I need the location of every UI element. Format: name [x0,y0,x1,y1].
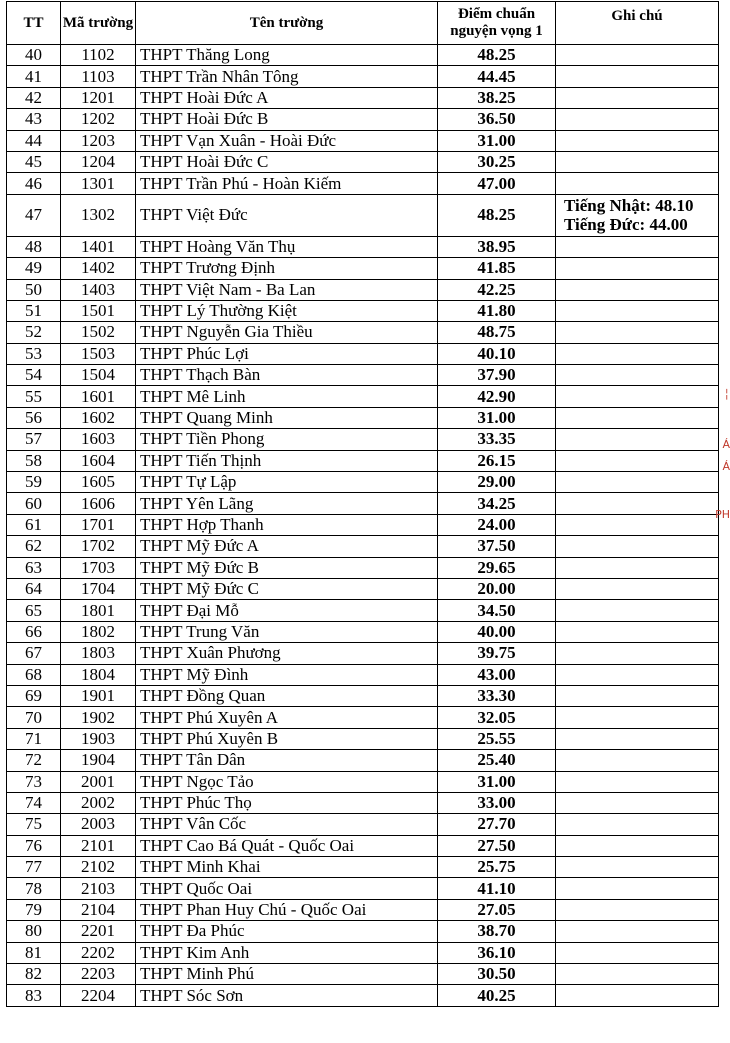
row-ghi-chu [556,685,719,706]
row-ma-truong: 1803 [61,643,136,664]
table-row [7,66,719,87]
row-diem-chuan: 48.75 [438,322,556,343]
table-row [7,621,719,642]
row-ten-truong: THPT Phú Xuyên A [136,707,438,728]
row-diem-chuan: 30.50 [438,964,556,985]
row-ghi-chu [556,643,719,664]
table-row [7,365,719,386]
row-diem-chuan: 34.50 [438,600,556,621]
table-row [7,771,719,792]
row-ten-truong: THPT Hoàng Văn Thụ [136,236,438,257]
row-ten-truong: THPT Việt Đức [136,194,438,236]
row-ten-truong: THPT Đồng Quan [136,685,438,706]
row-ma-truong: 2103 [61,878,136,899]
row-ten-truong: THPT Ngọc Tảo [136,771,438,792]
table-row [7,279,719,300]
row-ghi-chu [556,173,719,194]
table-row [7,578,719,599]
table-row [7,643,719,664]
header-diem-chuan: Điểm chuẩn nguyện vọng 1 [438,2,556,45]
row-ma-truong: 1804 [61,664,136,685]
row-diem-chuan: 25.55 [438,728,556,749]
row-ten-truong: THPT Phúc Thọ [136,792,438,813]
table-row [7,792,719,813]
table-row [7,45,719,66]
row-ghi-chu [556,557,719,578]
row-ghi-chu [556,407,719,428]
row-ma-truong: 1602 [61,407,136,428]
row-ma-truong: 1801 [61,600,136,621]
row-ten-truong: THPT Minh Phú [136,964,438,985]
row-ten-truong: THPT Mỹ Đức B [136,557,438,578]
row-ten-truong: THPT Đại Mỗ [136,600,438,621]
header-ghi-chu: Ghi chú [556,2,719,45]
row-diem-chuan: 36.50 [438,109,556,130]
row-ghi-chu [556,664,719,685]
row-ten-truong: THPT Đa Phúc [136,921,438,942]
row-ghi-chu [556,964,719,985]
row-ghi-chu [556,878,719,899]
row-ma-truong: 1301 [61,173,136,194]
table-row [7,407,719,428]
table-row [7,258,719,279]
row-ten-truong: THPT Sóc Sơn [136,985,438,1006]
row-ghi-chu [556,857,719,878]
row-ten-truong: THPT Việt Nam - Ba Lan [136,279,438,300]
row-diem-chuan: 44.45 [438,66,556,87]
row-ten-truong: THPT Mỹ Đức C [136,578,438,599]
row-tt: 42 [7,87,61,108]
table-row [7,857,719,878]
row-tt: 65 [7,600,61,621]
red-stamp-mark: Á [722,438,730,451]
table-row [7,814,719,835]
row-diem-chuan: 42.25 [438,279,556,300]
row-tt: 71 [7,728,61,749]
row-ma-truong: 2001 [61,771,136,792]
row-ten-truong: THPT Mỹ Đức A [136,536,438,557]
row-tt: 80 [7,921,61,942]
row-tt: 76 [7,835,61,856]
row-ghi-chu [556,942,719,963]
row-ma-truong: 1202 [61,109,136,130]
table-row [7,899,719,920]
row-tt: 62 [7,536,61,557]
row-ghi-chu [556,45,719,66]
row-ma-truong: 2203 [61,964,136,985]
row-diem-chuan: 37.90 [438,365,556,386]
row-ten-truong: THPT Nguyễn Gia Thiều [136,322,438,343]
row-diem-chuan: 40.10 [438,343,556,364]
row-ghi-chu [556,835,719,856]
ghi-chu-note: Tiếng Nhật: 48.10 [564,196,694,216]
row-tt: 78 [7,878,61,899]
table-row [7,536,719,557]
row-diem-chuan: 32.05 [438,707,556,728]
row-ten-truong: THPT Trương Định [136,258,438,279]
row-tt: 45 [7,151,61,172]
row-tt: 74 [7,792,61,813]
row-ma-truong: 1903 [61,728,136,749]
row-ma-truong: 2204 [61,985,136,1006]
row-diem-chuan: 38.25 [438,87,556,108]
row-diem-chuan: 41.80 [438,300,556,321]
row-ghi-chu [556,985,719,1006]
table-row [7,493,719,514]
row-ghi-chu [556,600,719,621]
row-ten-truong: THPT Quốc Oai [136,878,438,899]
row-diem-chuan: 48.25 [438,194,556,236]
row-ma-truong: 1504 [61,365,136,386]
table-body [7,45,719,1007]
row-tt: 72 [7,750,61,771]
row-ten-truong: THPT Minh Khai [136,857,438,878]
row-ghi-chu [556,921,719,942]
row-ten-truong: THPT Tự Lập [136,472,438,493]
row-diem-chuan: 24.00 [438,514,556,535]
table-row [7,173,719,194]
table-row [7,429,719,450]
row-ma-truong: 1701 [61,514,136,535]
row-ghi-chu [556,322,719,343]
row-tt: 51 [7,300,61,321]
row-ten-truong: THPT Trần Phú - Hoàn Kiếm [136,173,438,194]
score-table [6,1,719,1007]
table-row [7,472,719,493]
row-diem-chuan: 40.25 [438,985,556,1006]
red-stamp-mark: PH [715,508,730,521]
table-row [7,921,719,942]
table-row [7,664,719,685]
row-ma-truong: 1502 [61,322,136,343]
table-row [7,728,719,749]
row-tt: 67 [7,643,61,664]
row-ghi-chu [556,258,719,279]
row-ghi-chu [556,578,719,599]
table-row [7,707,719,728]
table-row [7,942,719,963]
row-tt: 59 [7,472,61,493]
table-row [7,750,719,771]
row-ghi-chu [556,899,719,920]
row-tt: 54 [7,365,61,386]
row-ma-truong: 1802 [61,621,136,642]
row-ten-truong: THPT Mỹ Đình [136,664,438,685]
row-ghi-chu [556,365,719,386]
table-row [7,685,719,706]
row-ma-truong: 2003 [61,814,136,835]
row-ten-truong: THPT Mê Linh [136,386,438,407]
row-diem-chuan: 47.00 [438,173,556,194]
row-diem-chuan: 31.00 [438,407,556,428]
row-diem-chuan: 38.70 [438,921,556,942]
row-ma-truong: 1501 [61,300,136,321]
row-ma-truong: 1103 [61,66,136,87]
row-ma-truong: 1703 [61,557,136,578]
row-ghi-chu [556,343,719,364]
table-row [7,130,719,151]
row-ten-truong: THPT Phúc Lợi [136,343,438,364]
row-ma-truong: 1702 [61,536,136,557]
row-diem-chuan: 33.30 [438,685,556,706]
row-tt: 46 [7,173,61,194]
row-ma-truong: 2201 [61,921,136,942]
row-ten-truong: THPT Hoài Đức C [136,151,438,172]
row-ten-truong: THPT Hoài Đức A [136,87,438,108]
row-diem-chuan: 36.10 [438,942,556,963]
row-diem-chuan: 33.00 [438,792,556,813]
table-row [7,557,719,578]
row-ten-truong: THPT Cao Bá Quát - Quốc Oai [136,835,438,856]
row-ten-truong: THPT Vạn Xuân - Hoài Đức [136,130,438,151]
row-ma-truong: 2102 [61,857,136,878]
row-ten-truong: THPT Hoài Đức B [136,109,438,130]
row-tt: 48 [7,236,61,257]
row-ma-truong: 1302 [61,194,136,236]
row-ma-truong: 1403 [61,279,136,300]
row-ma-truong: 2002 [61,792,136,813]
row-ghi-chu [556,151,719,172]
row-tt: 66 [7,621,61,642]
row-ghi-chu [556,194,719,236]
row-tt: 79 [7,899,61,920]
row-ghi-chu [556,87,719,108]
row-tt: 73 [7,771,61,792]
row-tt: 83 [7,985,61,1006]
row-ma-truong: 1704 [61,578,136,599]
row-ghi-chu [556,750,719,771]
row-diem-chuan: 31.00 [438,130,556,151]
row-ma-truong: 1102 [61,45,136,66]
table-row [7,87,719,108]
row-ghi-chu [556,728,719,749]
row-ghi-chu [556,621,719,642]
row-tt: 82 [7,964,61,985]
row-ma-truong: 1402 [61,258,136,279]
row-ma-truong: 1904 [61,750,136,771]
header-ma-truong: Mã trường [61,2,136,45]
header-tt: TT [7,2,61,45]
table-row [7,151,719,172]
row-tt: 60 [7,493,61,514]
row-ghi-chu [556,792,719,813]
row-ten-truong: THPT Phan Huy Chú - Quốc Oai [136,899,438,920]
row-tt: 53 [7,343,61,364]
row-ten-truong: THPT Phú Xuyên B [136,728,438,749]
row-ghi-chu [556,279,719,300]
row-tt: 64 [7,578,61,599]
table-row [7,343,719,364]
row-tt: 70 [7,707,61,728]
row-ghi-chu [556,109,719,130]
row-ma-truong: 1204 [61,151,136,172]
row-ma-truong: 1401 [61,236,136,257]
row-ghi-chu [556,66,719,87]
row-ghi-chu [556,493,719,514]
row-tt: 44 [7,130,61,151]
row-tt: 69 [7,685,61,706]
row-tt: 75 [7,814,61,835]
row-tt: 41 [7,66,61,87]
row-tt: 55 [7,386,61,407]
row-tt: 61 [7,514,61,535]
row-ten-truong: THPT Tiền Phong [136,429,438,450]
row-tt: 56 [7,407,61,428]
row-ten-truong: THPT Tiến Thịnh [136,450,438,471]
row-ghi-chu [556,536,719,557]
row-diem-chuan: 43.00 [438,664,556,685]
row-ma-truong: 2101 [61,835,136,856]
red-stamp-mark: Á [722,460,730,473]
row-tt: 52 [7,322,61,343]
row-ghi-chu [556,707,719,728]
table-row [7,450,719,471]
row-ten-truong: THPT Xuân Phương [136,643,438,664]
table-row [7,236,719,257]
row-diem-chuan: 41.85 [438,258,556,279]
row-ten-truong: THPT Yên Lãng [136,493,438,514]
row-tt: 81 [7,942,61,963]
row-ma-truong: 1503 [61,343,136,364]
row-tt: 77 [7,857,61,878]
row-ten-truong: THPT Trung Văn [136,621,438,642]
row-diem-chuan: 41.10 [438,878,556,899]
row-diem-chuan: 25.40 [438,750,556,771]
row-diem-chuan: 37.50 [438,536,556,557]
row-diem-chuan: 33.35 [438,429,556,450]
table-row [7,194,719,236]
row-diem-chuan: 25.75 [438,857,556,878]
row-ma-truong: 1604 [61,450,136,471]
row-ghi-chu [556,472,719,493]
row-ma-truong: 2104 [61,899,136,920]
row-tt: 40 [7,45,61,66]
row-tt: 49 [7,258,61,279]
row-ghi-chu [556,814,719,835]
row-ten-truong: THPT Quang Minh [136,407,438,428]
table-row [7,964,719,985]
row-tt: 50 [7,279,61,300]
row-ghi-chu [556,300,719,321]
row-ma-truong: 1605 [61,472,136,493]
row-ghi-chu [556,450,719,471]
row-diem-chuan: 48.25 [438,45,556,66]
table-row [7,514,719,535]
row-tt: 63 [7,557,61,578]
row-ma-truong: 1603 [61,429,136,450]
red-stamp-mark: ╎ [723,388,730,401]
row-ghi-chu [556,514,719,535]
row-ma-truong: 2202 [61,942,136,963]
row-ten-truong: THPT Kim Anh [136,942,438,963]
row-ten-truong: THPT Lý Thường Kiệt [136,300,438,321]
row-diem-chuan: 38.95 [438,236,556,257]
row-diem-chuan: 26.15 [438,450,556,471]
row-ghi-chu [556,386,719,407]
table-row [7,300,719,321]
row-tt: 57 [7,429,61,450]
row-ma-truong: 1203 [61,130,136,151]
row-diem-chuan: 34.25 [438,493,556,514]
row-ma-truong: 1201 [61,87,136,108]
header-ten-truong: Tên trường [136,2,438,45]
row-diem-chuan: 29.00 [438,472,556,493]
table-row [7,322,719,343]
row-ghi-chu [556,130,719,151]
row-diem-chuan: 30.25 [438,151,556,172]
table-row [7,985,719,1006]
table-row [7,878,719,899]
table-row [7,109,719,130]
row-diem-chuan: 39.75 [438,643,556,664]
row-ma-truong: 1901 [61,685,136,706]
row-ma-truong: 1606 [61,493,136,514]
row-ten-truong: THPT Tân Dân [136,750,438,771]
table-header-row [7,2,719,45]
row-ten-truong: THPT Thạch Bàn [136,365,438,386]
row-tt: 47 [7,194,61,236]
row-diem-chuan: 27.50 [438,835,556,856]
row-diem-chuan: 27.05 [438,899,556,920]
table-row [7,600,719,621]
row-diem-chuan: 42.90 [438,386,556,407]
row-tt: 43 [7,109,61,130]
row-tt: 68 [7,664,61,685]
row-diem-chuan: 20.00 [438,578,556,599]
row-diem-chuan: 27.70 [438,814,556,835]
row-ten-truong: THPT Hợp Thanh [136,514,438,535]
row-tt: 58 [7,450,61,471]
row-ghi-chu [556,429,719,450]
row-ten-truong: THPT Trần Nhân Tông [136,66,438,87]
row-diem-chuan: 29.65 [438,557,556,578]
row-ghi-chu [556,236,719,257]
row-diem-chuan: 40.00 [438,621,556,642]
table-row [7,835,719,856]
ghi-chu-note: Tiếng Đức: 44.00 [564,215,688,235]
table-row [7,386,719,407]
row-diem-chuan: 31.00 [438,771,556,792]
row-ten-truong: THPT Vân Cốc [136,814,438,835]
row-ten-truong: THPT Thăng Long [136,45,438,66]
row-ma-truong: 1601 [61,386,136,407]
row-ghi-chu [556,771,719,792]
row-ma-truong: 1902 [61,707,136,728]
